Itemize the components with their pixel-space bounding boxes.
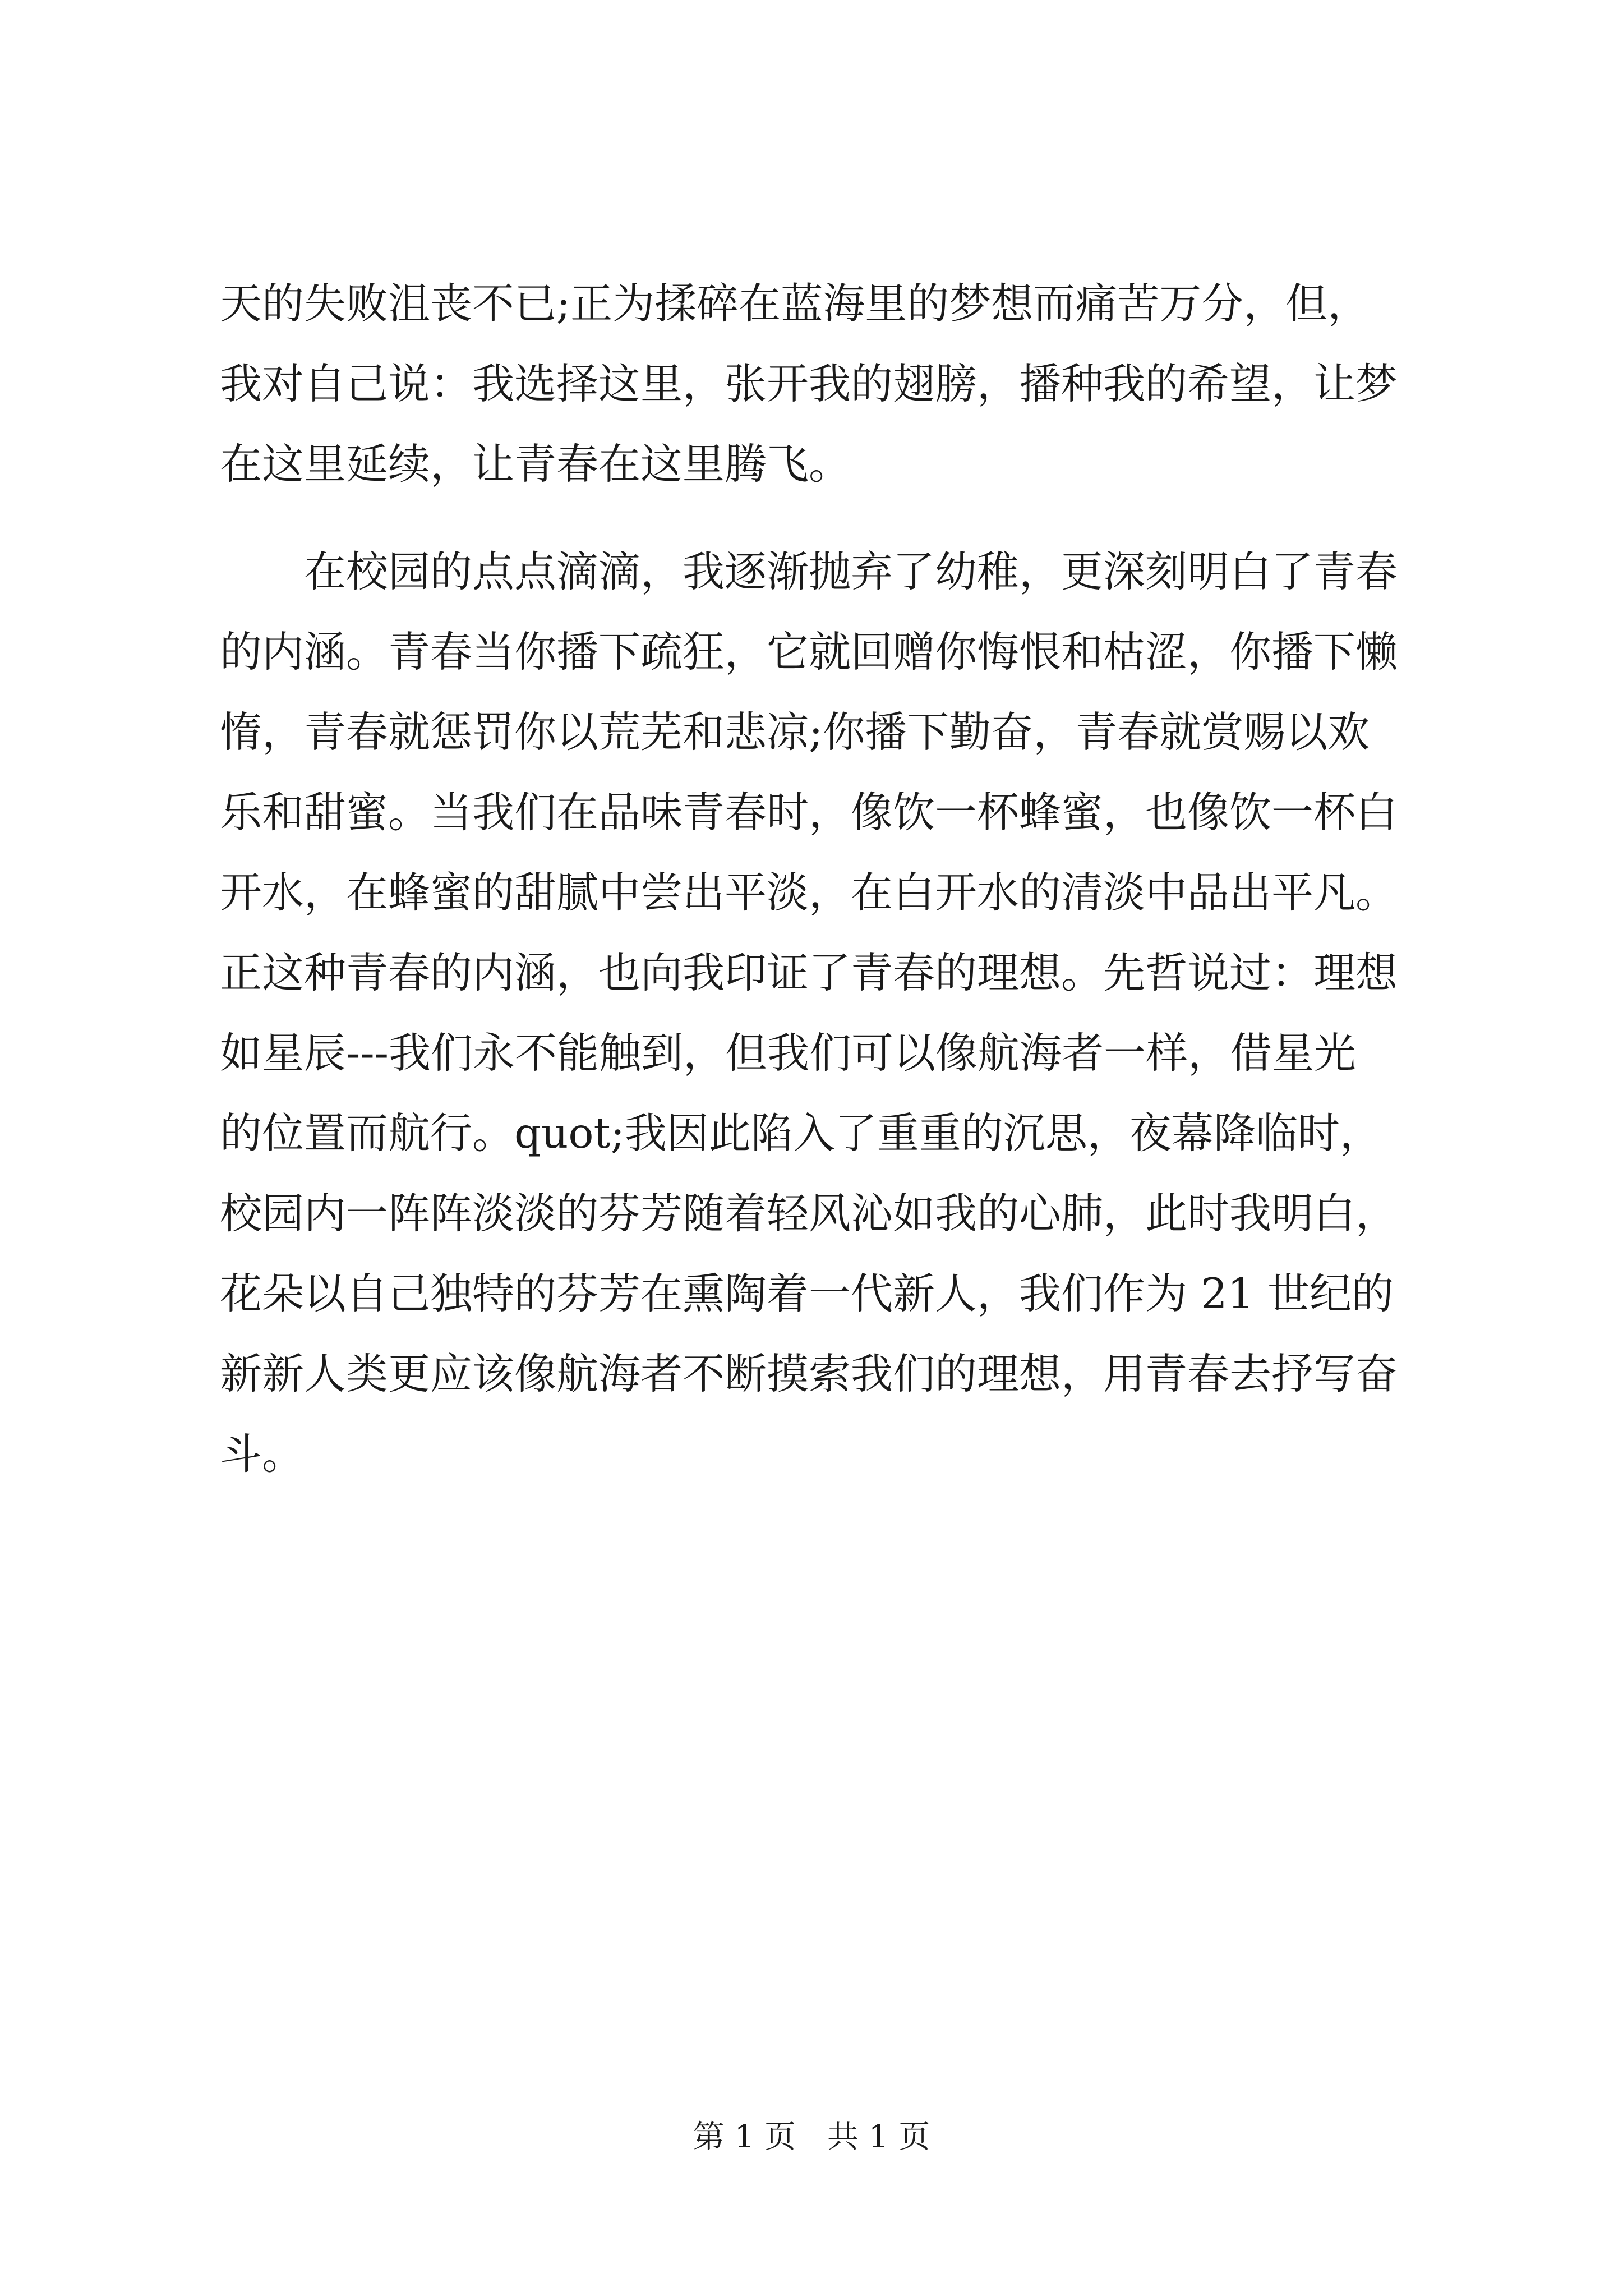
paragraph-2-line-2: 的内涵。青春当你播下疏狂，它就回赠你悔恨和枯涩，你播下懒 [220,627,1398,677]
document-body [220,264,1420,1494]
paragraph-2-line-5: 开水，在蜂蜜的甜腻中尝出平淡，在白开水的清淡中品出平凡。 [220,868,1398,917]
paragraph-1-line-1: 天的失败沮丧不已;正为揉碎在蓝海里的梦想而痛苦万分，但， [220,279,1370,328]
paragraph-2-line-6: 正这种青春的内涵，也向我印证了青春的理想。先哲说过：理想 [220,948,1398,997]
paragraph-2-line-1: 在校园的点点滴滴，我逐渐抛弃了幼稚，更深刻明白了青春 [304,547,1398,596]
page-footer [0,2115,1623,2160]
paragraph-2-line-12: 斗。 [220,1429,305,1479]
paragraph-2-line-4: 乐和甜蜜。当我们在品味青春时，像饮一杯蜂蜜，也像饮一杯白 [220,788,1398,837]
paragraph-2-line-8: 的位置而航行。quot;我因此陷入了重重的沉思，夜幕降临时， [220,1108,1382,1158]
page-number-current: 第 1 页 [693,2119,796,2155]
paragraph-1-line-2: 我对自己说：我选择这里，张开我的翅膀，播种我的希望，让梦 [220,359,1398,408]
page-number-total: 共 1 页 [827,2119,930,2155]
paragraph-2-line-3: 惰，青春就惩罚你以荒芜和悲凉;你播下勤奋，青春就赏赐以欢 [220,707,1370,757]
paragraph-1-line-3: 在这里延续，让青春在这里腾飞。 [220,439,851,489]
paragraph-2-line-11: 新新人类更应该像航海者不断摸索我们的理想，用青春去抒写奋 [220,1349,1398,1398]
paragraph-2-line-7: 如星辰---我们永不能触到，但我们可以像航海者一样，借星光 [220,1028,1357,1078]
paragraph-2-line-9: 校园内一阵阵淡淡的芬芳随着轻风沁如我的心肺，此时我明白， [220,1189,1398,1238]
paragraph-2-line-10: 花朵以自己独特的芬芳在熏陶着一代新人，我们作为 21 世纪的 [220,1269,1394,1318]
